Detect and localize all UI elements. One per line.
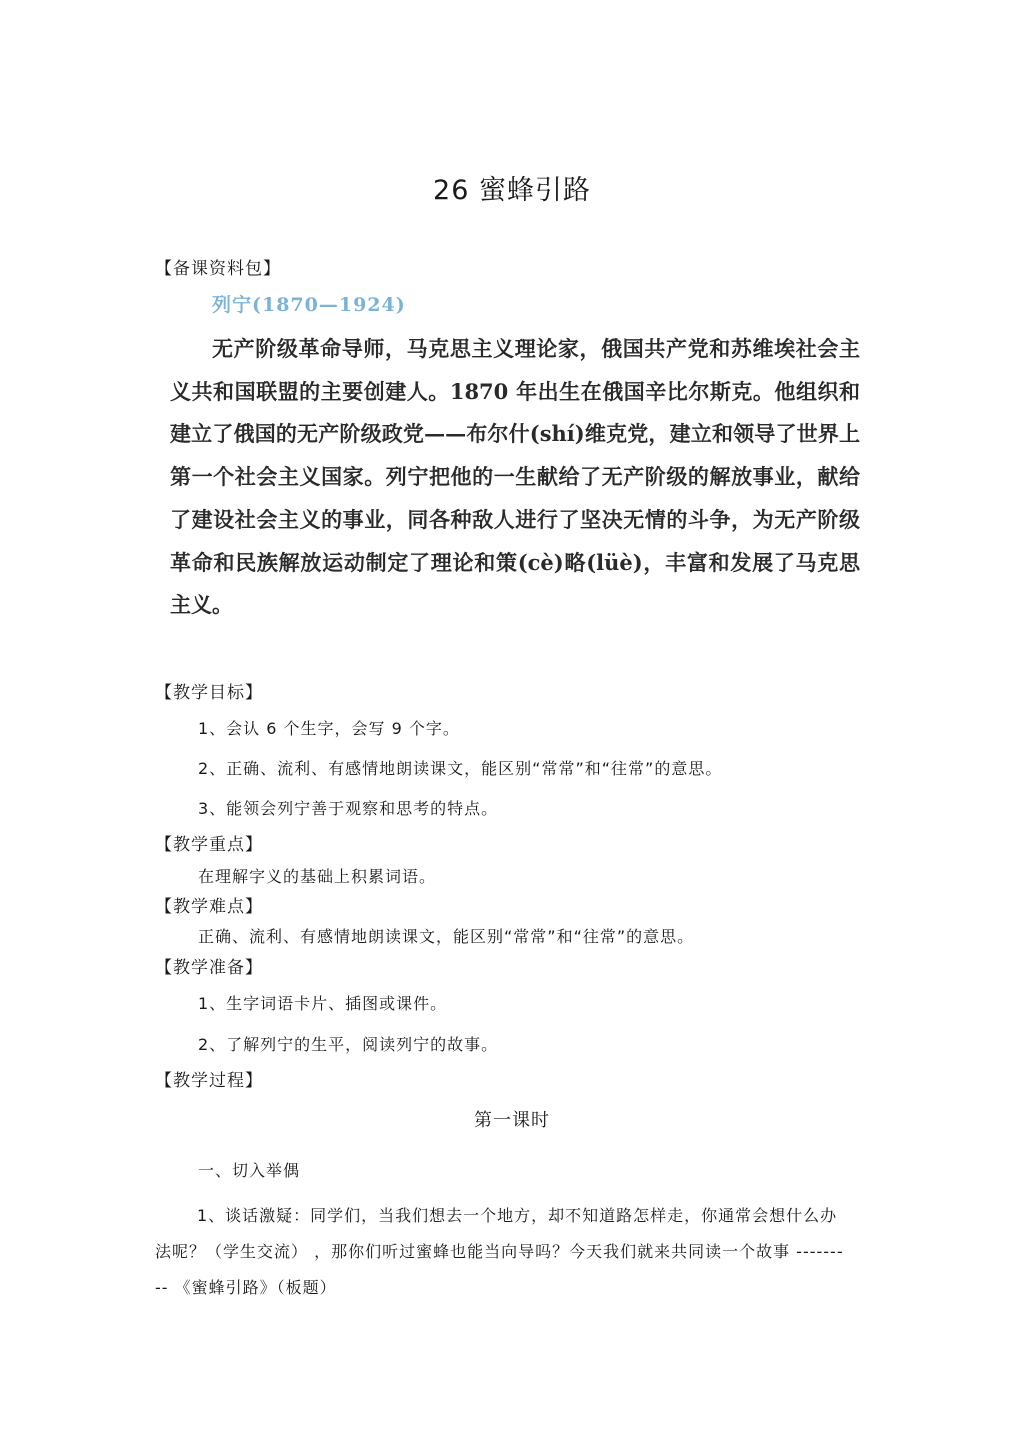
difficulty-heading: 【教学难点】 bbox=[155, 897, 263, 917]
focus-text: 在理解字义的基础上积累词语。 bbox=[198, 867, 437, 886]
bio-name: 列宁(1870—1924) bbox=[212, 294, 406, 316]
goal-item-2: 2、正确、流利、有感情地朗读课文，能区别“常常”和“往常”的意思。 bbox=[198, 759, 723, 778]
preparation-heading: 【教学准备】 bbox=[155, 958, 263, 978]
preparation-item-1: 1、生字词语卡片、插图或课件。 bbox=[198, 994, 448, 1013]
preparation-item-2: 2、了解列宁的生平，阅读列宁的故事。 bbox=[198, 1035, 499, 1054]
difficulty-text: 正确、流利、有感情地朗读课文，能区别“常常”和“往常”的意思。 bbox=[198, 927, 695, 946]
goals-heading: 【教学目标】 bbox=[155, 683, 263, 703]
prep-heading: 【备课资料包】 bbox=[155, 259, 281, 279]
bio-text-block bbox=[170, 328, 860, 627]
goal-item-3: 3、能领会列宁善于观察和思考的特点。 bbox=[198, 799, 499, 818]
bio-paragraph: 无产阶级革命导师，马克思主义理论家，俄国共产党和苏维埃社会主义共和国联盟的主要创建人。1870 年出生在俄国辛比尔斯克。他组织和建立了俄国的无产阶级政党——布尔什(shí)维克党，建立和领导了世界上第一个社会主义国家。列宁把他的一生献给了无产阶级的解放事业，献给了建设社会主义的事业，同各种敌人进行了坚决无情的斗争，为无产阶级革命和民族解放运动制定了理论和策(cè)略(lüè)，丰富和发展了马克思主义。 bbox=[170, 336, 860, 618]
step-heading: 一、切入举偶 bbox=[198, 1161, 301, 1180]
intro-paragraph-block bbox=[155, 1198, 845, 1306]
page-title: 26 蜜蜂引路 bbox=[433, 175, 591, 206]
lesson-title: 第一课时 bbox=[474, 1110, 550, 1131]
focus-heading: 【教学重点】 bbox=[155, 835, 263, 855]
goal-item-1: 1、会认 6 个生字，会写 9 个字。 bbox=[198, 719, 460, 738]
process-heading: 【教学过程】 bbox=[155, 1071, 263, 1091]
intro-paragraph: 1、谈话激疑：同学们，当我们想去一个地方，却不知道路怎样走，你通常会想什么办法呢？（学生交流） ，那你们听过蜜蜂也能当向导吗？今天我们就来共同读一个故事 --------- 《蜜蜂引路》（板题） bbox=[155, 1206, 844, 1297]
